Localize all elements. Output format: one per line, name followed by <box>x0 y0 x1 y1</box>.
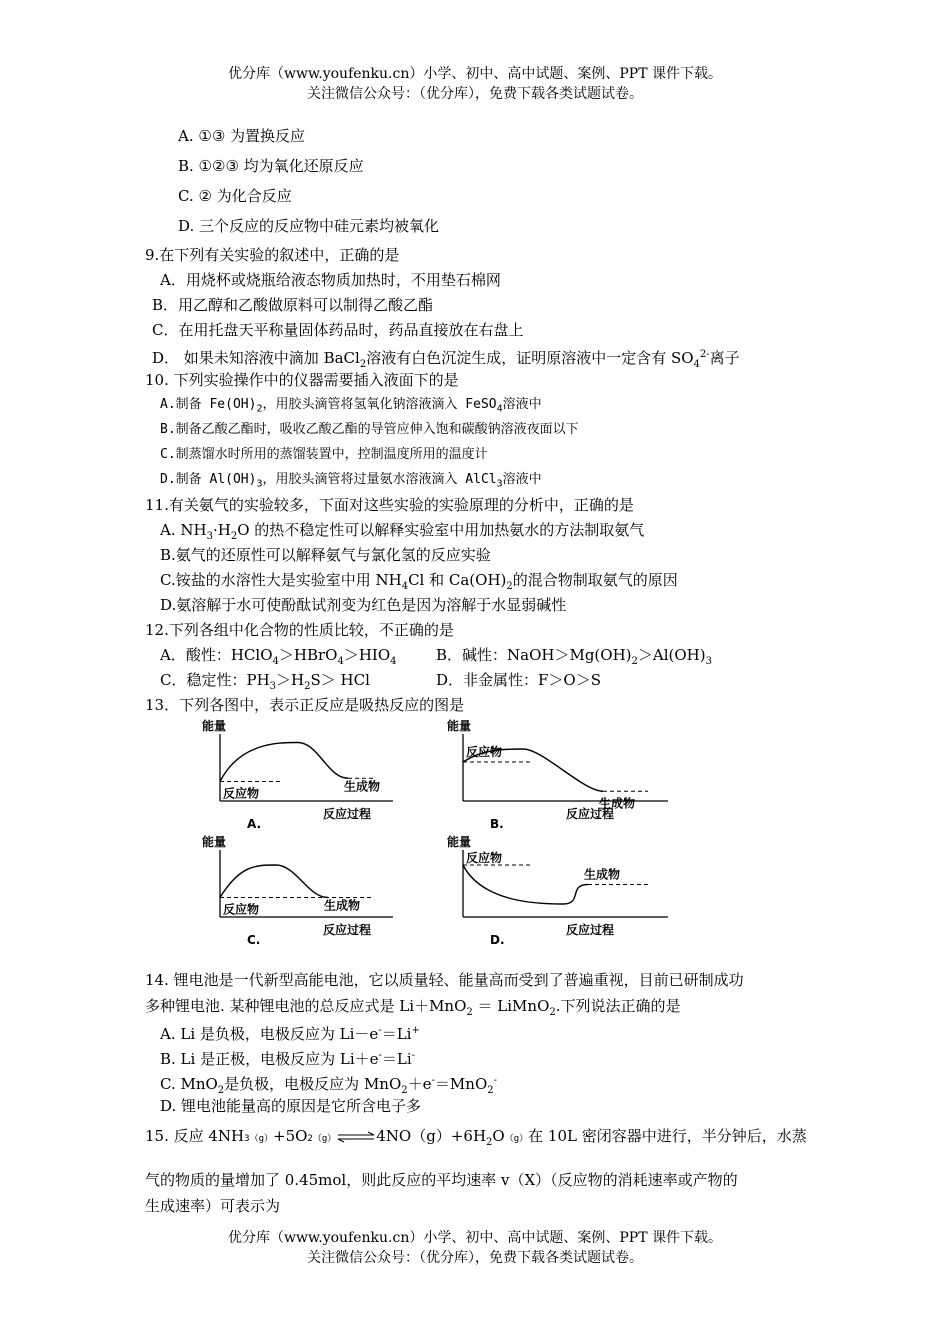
q12-option-a: A．酸性：$HClO_4>HBrO_4>HIO_4$ <box>160 646 397 667</box>
product-label: 生成物 <box>324 898 361 913</box>
q12-option-d: D．非金属性：F＞O＞S <box>436 671 602 689</box>
energy-chart-d <box>443 832 673 950</box>
q9-option-d: D． 如果未知溶液中滴加 BaCl$_2$溶液有白色沉淀生成，证明原溶液中一定含有 $SO_4^{2-}$离子 <box>152 349 740 370</box>
equilibrium-arrow-icon <box>336 1131 376 1143</box>
q9-option-a: A．用烧杯或烧瓶给液态物质加热时，不用垫石棉网 <box>160 271 501 289</box>
q14-option-a: A. Li 是负极，电极反应为 Li－e-＝Li+ <box>160 1025 420 1043</box>
q15-stem-line-3: 生成速率）可表示为 <box>145 1197 281 1215</box>
header-line-2: 关注微信公众号：（优分库），免费下载各类试题试卷。 <box>307 86 643 102</box>
q13-stem: 13．下列各图中，表示正反应是吸热反应的图是 <box>145 696 465 714</box>
energy-chart-b <box>443 716 673 834</box>
q14-option-d: D. 锂电池能量高的原因是它所含电子多 <box>160 1097 422 1115</box>
q14-stem-line-2: 多种锂电池. 某种锂电池的总反应式是 Li＋MnO$_2$ ＝ LiMnO$_2$.下列说法正确的是 <box>145 997 681 1018</box>
x-axis-label: 反应过程 <box>323 923 372 937</box>
q15-stem-line-1: 15. 反应 4NH3（g）+5O2（g） $4NO(g)+6H_2O(g)$在 10L 密闭容器中进行，半分钟后，水蒸 <box>145 1127 807 1148</box>
q15-stem-line-2: 气的物质的量增加了 0.45mol，则此反应的平均速率 v（X）（反应物的消耗速率或产物的 <box>145 1171 738 1189</box>
q10-option-a: A.制备 $Fe(OH)_2$，用胶头滴管将氢氧化钠溶液滴入 FeSO$_4$溶液中 <box>160 397 542 415</box>
q8-option-b: B. ①②③ 均为氧化还原反应 <box>178 157 364 175</box>
reactant-label: 反应物 <box>223 902 260 917</box>
y-axis-label: 能量 <box>202 835 227 849</box>
energy-curve <box>220 743 348 782</box>
x-axis-label: 反应过程 <box>566 807 615 821</box>
q8-option-c: C. ② 为化合反应 <box>178 187 292 205</box>
q8-option-d: D. 三个反应的反应物中硅元素均被氧化 <box>178 217 440 235</box>
energy-curve <box>463 865 588 904</box>
q11-option-a: A. $NH_3\cdot H_2O$ 的热不稳定性可以解释实验室中用加热氨水的方法制取氨气 <box>160 521 645 542</box>
q14-stem-line-1: 14. 锂电池是一代新型高能电池，它以质量轻、能量高而受到了普遍重视，目前已研制成功 <box>145 971 744 989</box>
q10-option-b: B.制备乙酸乙酯时，吸收乙酸乙酯的导管应伸入饱和碳酸钠溶液夜面以下 <box>160 422 579 437</box>
q9-stem: 9.在下列有关实验的叙述中，正确的是 <box>145 246 400 264</box>
footer-line-2: 关注微信公众号：（优分库），免费下载各类试题试卷。 <box>307 1250 643 1266</box>
q12-option-c: C．稳定性：$PH_3>H_2S>$ HCl <box>160 671 370 692</box>
q10-stem: 10. 下列实验操作中的仪器需要插入液面下的是 <box>145 371 459 389</box>
energy-chart-a <box>198 716 398 834</box>
y-axis-label: 能量 <box>202 719 227 733</box>
product-label: 生成物 <box>344 779 381 794</box>
q12-option-b: B．碱性：$NaOH>Mg(OH)_2>Al(OH)_3$ <box>436 646 712 667</box>
footer-line-1: 优分库（www.youfenku.cn）小学、初中、高中试题、案例、PPT 课件下载。 <box>227 1230 722 1246</box>
q11-option-c: C.铵盐的水溶性大是实验室中用 $NH_4Cl$ 和 $Ca(OH)_2$的混合物制取氨气的原因 <box>160 571 678 592</box>
q11-option-d: D.氨溶解于水可使酚酞试剂变为红色是因为溶解于水显弱碱性 <box>160 596 567 614</box>
product-label: 生成物 <box>584 867 621 882</box>
y-axis-label: 能量 <box>447 719 472 733</box>
q10-option-c: C.制蒸馏水时所用的蒸馏装置中，控制温度所用的温度计 <box>160 447 488 462</box>
chart-label: C. <box>247 933 261 947</box>
q9-option-b: B．用乙醇和乙酸做原料可以制得乙酸乙酯 <box>152 296 434 314</box>
q14-option-b: B. Li 是正极，电极反应为 Li＋e-＝Li- <box>160 1050 416 1068</box>
reactant-label: 反应物 <box>223 786 260 801</box>
q10-option-d: D.制备 $Al(OH)_3$，用胶头滴管将过量氨水溶液滴入 AlCl$_3$溶液中 <box>160 472 542 490</box>
header-line-1: 优分库（www.youfenku.cn）小学、初中、高中试题、案例、PPT 课件下载。 <box>227 66 722 82</box>
product-label: 生成物 <box>599 796 636 811</box>
chart-label: B. <box>490 817 504 831</box>
energy-curve <box>220 865 328 898</box>
q8-option-a: A. ①③ 为置换反应 <box>178 127 306 145</box>
q11-stem: 11.有关氨气的实验较多，下面对这些实验的实验原理的分析中，正确的是 <box>145 496 634 514</box>
q12-stem: 12.下列各组中化合物的性质比较，不正确的是 <box>145 621 454 639</box>
q11-option-b: B.氨气的还原性可以解释氨气与氯化氢的反应实验 <box>160 546 491 564</box>
y-axis-label: 能量 <box>447 835 472 849</box>
x-axis-label: 反应过程 <box>323 807 372 821</box>
energy-chart-c <box>198 832 398 950</box>
q9-option-c: C．在用托盘天平称量固体药品时，药品直接放在右盘上 <box>152 321 524 339</box>
reactant-label: 反应物 <box>466 851 503 865</box>
chart-label: A. <box>247 817 262 831</box>
q14-option-c: C. MnO$_2$是负极，电极反应为 MnO$_2$＋e-＝MnO$_2$- <box>160 1075 498 1096</box>
chart-label: D. <box>490 933 505 947</box>
reactant-label: 反应物 <box>466 745 503 759</box>
x-axis-label: 反应过程 <box>566 923 615 937</box>
